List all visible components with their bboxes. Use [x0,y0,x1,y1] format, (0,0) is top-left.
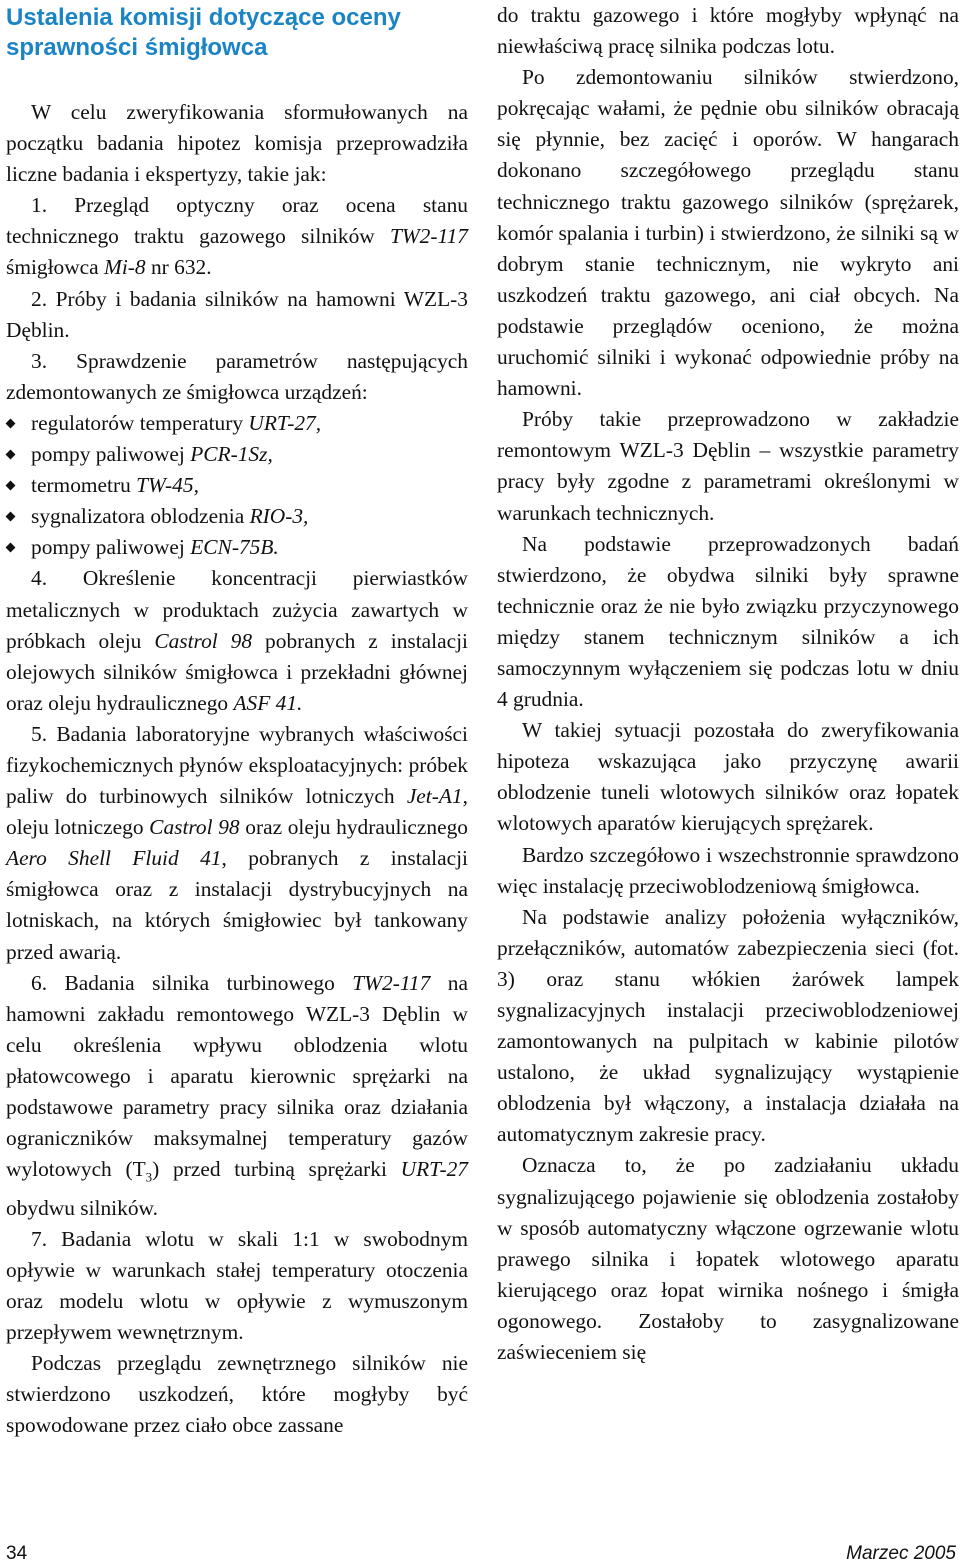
page-number: 34 [6,1543,28,1564]
list-item-7: 7. Badania wlotu w skali 1:1 w swobodnym opływie w warunkach stałej temperatury otoczenia oraz modelu wlotu w opływie z wymuszonym przepływem wewnętrznym. [6,1226,468,1344]
diamond-bullet-icon [6,450,16,460]
device-list [6,408,468,563]
intro-paragraph: W celu zweryfikowania sformułowanych na początku badania hipotez komisja przeprowadziła liczne badania i ekspertyzy, takie jak: [6,100,468,187]
list-item-3: 3. Sprawdzenie parametrów następujących zdemontowanych ze śmigłowca urządzeń: [6,348,468,404]
diamond-bullet-icon [6,543,16,553]
right-column [497,0,959,1368]
body-paragraph: Podczas przeglądu zewnętrznego silników nie stwierdzono uszkodzeń, które mogłyby być spowodowane przez ciało obce zassane [6,1351,468,1438]
body-paragraph: Na podstawie przeprowadzonych badań stwierdzono, że obydwa silniki były sprawne technicznie oraz że nie było związku przyczynowego między stanem technicznym silników a ich samoczynnym wyłączeniem się podczas lotu w dniu 4 grudnia. [497,531,959,712]
issue-date: Marzec 2005 [846,1543,956,1564]
list-item-4: 4. Określenie koncentracji pierwiastków metalicznych w produktach zużycia zawartych w próbkach oleju Castrol 98 pobranych z instalacji olejowych silników śmigłowca i przekładni głównej oraz oleju hydraulicznego ASF 41. [6,566,468,715]
body-paragraph: W takiej sytuacji pozostała do zweryfikowania hipoteza wskazująca jako przyczynę awarii oblodzenie tuneli wlotowych silników oraz łopatek wlotowych aparatów kierujących sprężarek. [497,718,959,836]
section-title: Ustalenia komisji dotyczące oceny sprawności śmigłowca [6,4,401,61]
body-paragraph: Próby takie przeprowadzono w zakładzie remontowym WZL-3 Dęblin – wszystkie parametry pracy były zgodne z parametrami określonymi w warunkach technicznych. [497,407,959,525]
diamond-bullet-icon [6,418,16,428]
device-list-item: sygnalizatora oblodzenia RIO-3, [6,501,468,532]
list-item-5: 5. Badania laboratoryjne wybranych właściwości fizykochemicznych płynów eksploatacyjnych: próbek paliw do turbinowych silników lotniczych Jet-A1, oleju lotniczego Castrol 98 oraz oleju hydraulicznego Aero Shell Fluid 41, pobranych z instalacji śmigłowca oraz z instalacji dystrybucyjnych na lotniskach, na których śmigłowiec był tankowany przed awarią. [6,721,469,964]
left-column [6,0,468,1441]
list-item-2: 2. Próby i badania silników na hamowni WZL-3 Dęblin. [6,286,468,342]
diamond-bullet-icon [6,481,16,491]
body-paragraph: Oznacza to, że po zadziałaniu układu sygnalizującego pojawienie się oblodzenia zostałoby w sposób automatyczny włączone ogrzewanie wlotu prawego silnika i łopatek wlotowego aparatu kierującego oraz łopat wirnika nośnego i śmigła ogonowego. Zostałoby to zasygnalizowane zaświeceniem się [497,1153,959,1365]
diamond-bullet-icon [6,512,16,522]
device-list-item: termometru TW-45, [6,470,468,501]
body-paragraph: do traktu gazowego i które mogłyby wpłynąć na niewłaściwą pracę silnika podczas lotu. [497,3,959,59]
body-paragraph: Po zdemontowaniu silników stwierdzono, pokręcając wałami, że pędnie obu silników obracają się płynnie, bez zacięć i oporów. W hangarach dokonano szczegółowego przeglądu stanu technicznego traktu gazowego silników (sprężarek, komór spalania i turbin) i stwierdzono, że silniki są w dobrym stanie technicznym, nie wykryto ani uszkodzeń traktu gazowego, ani ciał obcych. Na podstawie przeglądów oceniono, że można uruchomić silniki i wykonać odpowiednie próby na hamowni. [497,65,959,401]
list-item-1: 1. Przegląd optyczny oraz ocena stanu technicznego traktu gazowego silników TW2-117 śmigłowca Mi-8 nr 632. [6,193,468,280]
device-list-item: pompy paliwowej PCR-1Sz, [6,439,468,470]
device-list-item: pompy paliwowej ECN-75B. [6,532,468,563]
body-paragraph: Bardzo szczegółowo i wszechstronnie sprawdzono więc instalację przeciwoblodzeniową śmigłowca. [497,842,959,898]
body-paragraph: Na podstawie analizy położenia wyłączników, przełączników, automatów zabezpieczenia sieci (fot. 3) oraz stanu włókien żarówek lampek sygnalizacyjnych instalacji przeciwoblodzeniowej zamontowanych na pulpitach w kabinie pilotów ustalono, że układ sygnalizujący wystąpienie oblodzenia był włączony, a instalacja działała na automatycznym zakresie pracy. [497,904,959,1147]
list-item-6: 6. Badania silnika turbinowego TW2-117 na hamowni zakładu remontowego WZL-3 Dęblin w celu określenia wpływu oblodzenia wlotu płatowcowego i aparatu kierownic sprężarki na podstawowe parametry pracy silnika oraz działania ograniczników maksymalnej temperatury gazów wylotowych $(T_3)$ przed turbiną sprężarki URT-27 obydwu silników. [6,970,468,1220]
device-list-item: regulatorów temperatury URT-27, [6,408,468,439]
